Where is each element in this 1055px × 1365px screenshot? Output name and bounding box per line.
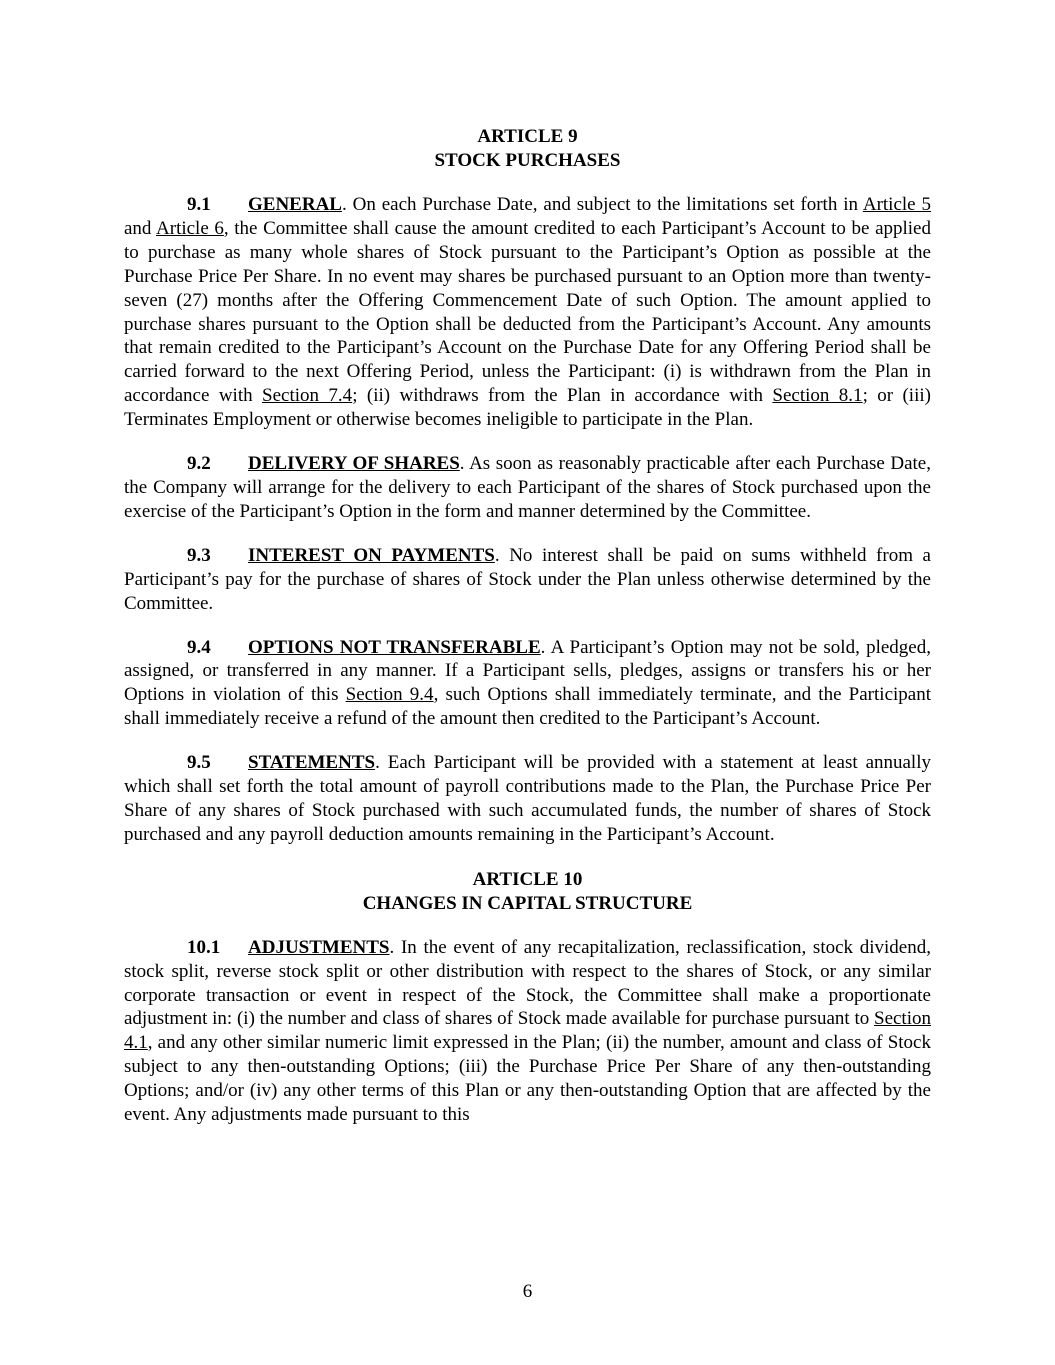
section-9-1 (124, 193, 931, 432)
page-content (124, 125, 931, 1127)
section-9-4-text-2: , such Options shall immediately terminate, and the Participant shall immediately receive a refund of the amount then credited to the Participant’s Account. (124, 684, 931, 730)
section-9-2-text: . As soon as reasonably practicable after each Purchase Date, the Company will arrange for the delivery to each Participant of the shares of Stock purchased upon the exercise of the Participant’s Option in the form and manner determined by the Committee. (124, 453, 931, 522)
section-9-1-number: 9.1 (187, 194, 211, 215)
article-5-ref: Article 5 (862, 194, 931, 215)
page-number: 6 (522, 1281, 533, 1302)
article-10-number: ARTICLE 10 (472, 868, 583, 890)
section-9-5-title: STATEMENTS (248, 752, 376, 774)
article-10-heading (124, 868, 931, 916)
section-8-1-ref: Section 8.1 (772, 385, 863, 407)
section-9-4-ref: Section 9.4 (345, 684, 434, 706)
section-7-4-ref: Section 7.4 (262, 385, 353, 407)
section-9-4-title: OPTIONS NOT TRANSFERABLE (248, 636, 541, 658)
section-9-2-title: DELIVERY OF SHARES (248, 453, 460, 475)
section-9-2-number: 9.2 (187, 453, 211, 475)
section-9-4-text-1: . A Participant’s Option may not be sold, pledged, assigned, or transferred in any manner. If a Participant sells, pledges, assigns or transfers his or her Options in violation of this (124, 636, 931, 706)
section-9-3 (124, 544, 931, 616)
section-9-3-number: 9.3 (187, 544, 211, 566)
section-9-1-text-2: and (124, 217, 157, 239)
section-9-4-number: 9.4 (187, 636, 211, 658)
section-9-2 (124, 452, 931, 524)
section-9-5 (124, 751, 931, 847)
article-6-ref: Article 6 (156, 217, 224, 239)
section-10-1-number: 10.1 (187, 936, 221, 958)
section-10-1-text-2: , and any other similar numeric limit expressed in the Plan; (ii) the number, amount and class of Stock subject to any then-outstanding Options; (iii) the Purchase Price Per Share of any then-outstanding Options; and/or (iv) any other terms of this Plan or any then-outstanding Option that are affected by the event. Any adjustments made pursuant to this (124, 1032, 931, 1126)
section-9-1-title: GENERAL (248, 194, 342, 215)
section-10-1 (124, 936, 931, 1127)
section-9-5-number: 9.5 (187, 752, 211, 774)
section-9-1-text-3: , the Committee shall cause the amount credited to each Participant’s Account to be applied to purchase as many whole shares of Stock pursuant to the Participant’s Option as possible at the Purchase Price Per Share. In no event may shares be purchased pursuant to an Option more than twenty-seven (27) months after the Offering Commencement Date of such Option. The amount applied to purchase shares pursuant to the Option shall be deducted from the Participant’s Account. Any amounts that remain credited to the Participant’s Account on the Purchase Date for any Offering Period shall be carried forward to the next Offering Period, unless the Participant: (i) is withdrawn from the Plan in accordance with (124, 217, 931, 407)
article-10-title: CHANGES IN CAPITAL STRUCTURE (362, 892, 693, 914)
section-9-1-text-1: . On each Purchase Date, and subject to the limitations set forth in (341, 194, 863, 215)
article-9-number: ARTICLE 9 (477, 126, 578, 147)
section-10-1-text-1: . In the event of any recapitalization, reclassification, stock dividend, stock split, reverse stock split or other distribution with respect to the shares of Stock, or any similar corporate transaction or event in respect of the Stock, the Committee shall make a proportionate adjustment in: (i) the number and class of shares of Stock made available for purchase pursuant to (124, 936, 931, 1030)
article-9-heading (124, 125, 931, 173)
section-10-1-title: ADJUSTMENTS (248, 936, 390, 958)
section-9-1-text-5: ; or (iii) Terminates Employment or otherwise becomes ineligible to participate in the Plan. (124, 385, 931, 431)
article-9-title: STOCK PURCHASES (434, 150, 621, 171)
section-9-3-text: . No interest shall be paid on sums withheld from a Participant’s pay for the purchase of shares of Stock under the Plan unless otherwise determined by the Committee. (124, 544, 931, 614)
section-4-1-ref: Section 4.1 (124, 1008, 931, 1054)
section-9-3-title: INTEREST ON PAYMENTS (248, 544, 495, 566)
section-9-1-text-4: ; (ii) withdraws from the Plan in accordance with (352, 385, 773, 407)
section-9-4 (124, 636, 931, 732)
section-9-5-text: . Each Participant will be provided with a statement at least annually which shall set forth the total amount of payroll contributions made to the Plan, the Purchase Price Per Share of any shares of Stock purchased with such accumulated funds, the number of shares of Stock purchased and any payroll deduction amounts remaining in the Participant’s Account. (124, 752, 931, 845)
